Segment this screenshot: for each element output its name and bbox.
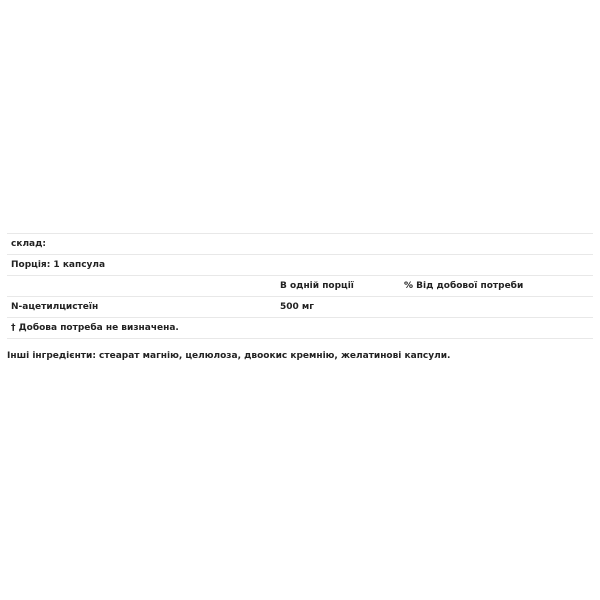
header-amount: В одній порції xyxy=(276,276,400,297)
ingredient-name: N-ацетилцистеїн xyxy=(7,297,276,318)
column-header-row xyxy=(7,276,593,297)
serving-size: Порція: 1 капсула xyxy=(7,255,593,276)
facts-heading: склад: xyxy=(7,234,593,255)
other-ingredients: Інші інгредієнти: стеарат магнію, целюлоза, двоокис кремнію, желатинові капсули. xyxy=(7,351,451,361)
table-row xyxy=(7,297,593,318)
heading-row xyxy=(7,234,593,255)
supplement-facts-table xyxy=(7,233,593,339)
ingredient-amount: 500 мг xyxy=(276,297,400,318)
serving-row xyxy=(7,255,593,276)
footnote-row xyxy=(7,318,593,339)
header-name xyxy=(7,276,276,297)
header-daily-value: % Від добової потреби xyxy=(400,276,593,297)
footnote: † Добова потреба не визначена. xyxy=(7,318,593,339)
ingredient-daily-value xyxy=(400,297,593,318)
